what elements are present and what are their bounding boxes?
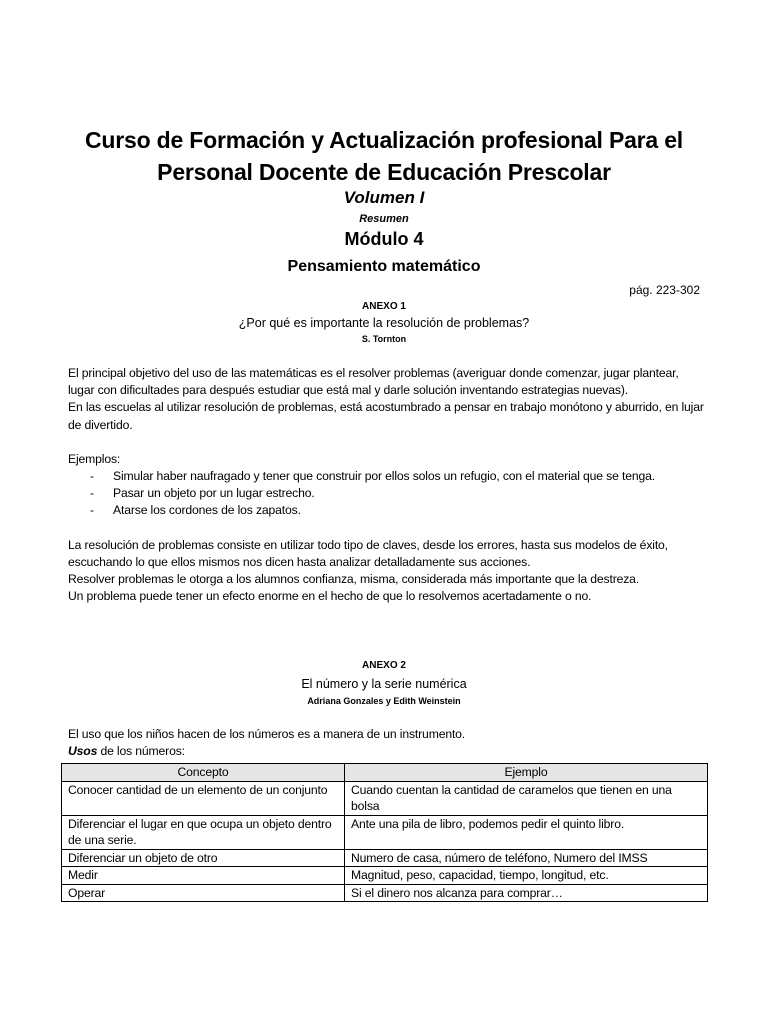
list-item-text: Pasar un objeto por un lugar estrecho.: [113, 486, 315, 501]
table-cell: Cuando cuentan la cantidad de caramelos que tienen en una bolsa: [345, 781, 708, 815]
header-concepto: Concepto: [62, 764, 345, 782]
table-cell: Diferenciar un objeto de otro: [62, 849, 345, 867]
annex1-paragraph-4: Resolver problemas le otorga a los alumnos confianza, misma, considerada más importante que la destreza.: [68, 572, 640, 587]
table-row: [62, 781, 708, 815]
examples-label: Ejemplos:: [68, 451, 121, 466]
examples-list: [68, 468, 708, 520]
volume-heading: Volumen I: [343, 188, 425, 207]
annex2-label: ANEXO 2: [362, 660, 406, 671]
annex1-label: ANEXO 1: [362, 301, 406, 312]
annex1-title: ¿Por qué es importante la resolución de problemas?: [238, 316, 530, 330]
table-cell: Magnitud, peso, capacidad, tiempo, longitud, etc.: [345, 867, 708, 885]
blank-line: [68, 520, 708, 537]
annex2-body: [68, 726, 708, 760]
table-cell: Medir: [62, 867, 345, 885]
annex2-intro: El uso que los niños hacen de los números es a manera de un instrumento.: [68, 727, 466, 741]
annex1-paragraph-2: En las escuelas al utilizar resolución de problemas, está acostumbrado a pensar en trabajo monótono y aburrido, en lujar de divertido.: [68, 400, 704, 432]
annex2-author: Adriana Gonzales y Edith Weinstein: [307, 696, 461, 706]
table-cell: Conocer cantidad de un elemento de un conjunto: [62, 781, 345, 815]
annex1-author: S. Tornton: [361, 334, 407, 344]
subject-heading: Pensamiento matemático: [287, 258, 481, 275]
table-cell: Ante una pila de libro, podemos pedir el quinto libro.: [345, 815, 708, 849]
annex1-paragraph-5: Un problema puede tener un efecto enorme en el hecho de que lo resolvemos acertadamente o no.: [68, 589, 592, 604]
table-row: [62, 849, 708, 867]
module-heading: Módulo 4: [344, 229, 424, 249]
blank-line: [68, 434, 708, 451]
table-cell: Diferenciar el lugar en que ocupa un objeto dentro de una serie.: [62, 815, 345, 849]
table-cell: Operar: [62, 884, 345, 902]
usos-label: [68, 743, 708, 760]
summary-label: Resumen: [359, 213, 409, 225]
table-row: [62, 867, 708, 885]
document-title: [40, 124, 728, 188]
list-item-text: Atarse los cordones de los zapatos.: [113, 503, 301, 518]
page-range: pág. 223-302: [629, 283, 700, 297]
list-item: - Pasar un objeto por un lugar estrecho.: [90, 486, 315, 501]
list-item-text: Simular haber naufragado y tener que construir por ellos solos un refugio, con el material que se tenga.: [113, 469, 655, 484]
annex2-title: El número y la serie numérica: [301, 677, 467, 691]
list-item: - Atarse los cordones de los zapatos.: [90, 503, 301, 518]
usos-rest: de los números:: [97, 744, 185, 759]
number-uses-table: [61, 763, 708, 902]
annex1-paragraph-1: El principal objetivo del uso de las matemáticas es el resolver problemas (averiguar donde comenzar, jugar plantear, lugar con dificultades para después estudiar que está mal y darle solución inventando estrategias nuevas).: [68, 366, 679, 398]
table-cell: Si el dinero nos alcanza para comprar…: [345, 884, 708, 902]
table-cell: Numero de casa, número de teléfono, Numero del IMSS: [345, 849, 708, 867]
annex1-paragraph-3: La resolución de problemas consiste en utilizar todo tipo de claves, desde los errores, hasta sus modelos de éxito, escuchando lo que ellos mismos nos dicen hasta analizar detalladamente sus acciones.: [68, 537, 668, 569]
table-row: [62, 884, 708, 902]
table-row: [62, 815, 708, 849]
header-ejemplo: Ejemplo: [345, 764, 708, 782]
usos-word: Usos: [68, 744, 98, 759]
title-line-2: Personal Docente de Educación Prescolar: [157, 159, 611, 185]
list-item: - Simular haber naufragado y tener que construir por ellos solos un refugio, con el material que se tenga.: [90, 469, 655, 484]
annex1-body: [68, 365, 708, 605]
table-header-row: [62, 764, 708, 782]
title-line-1: Curso de Formación y Actualización profesional Para el: [84, 127, 683, 153]
